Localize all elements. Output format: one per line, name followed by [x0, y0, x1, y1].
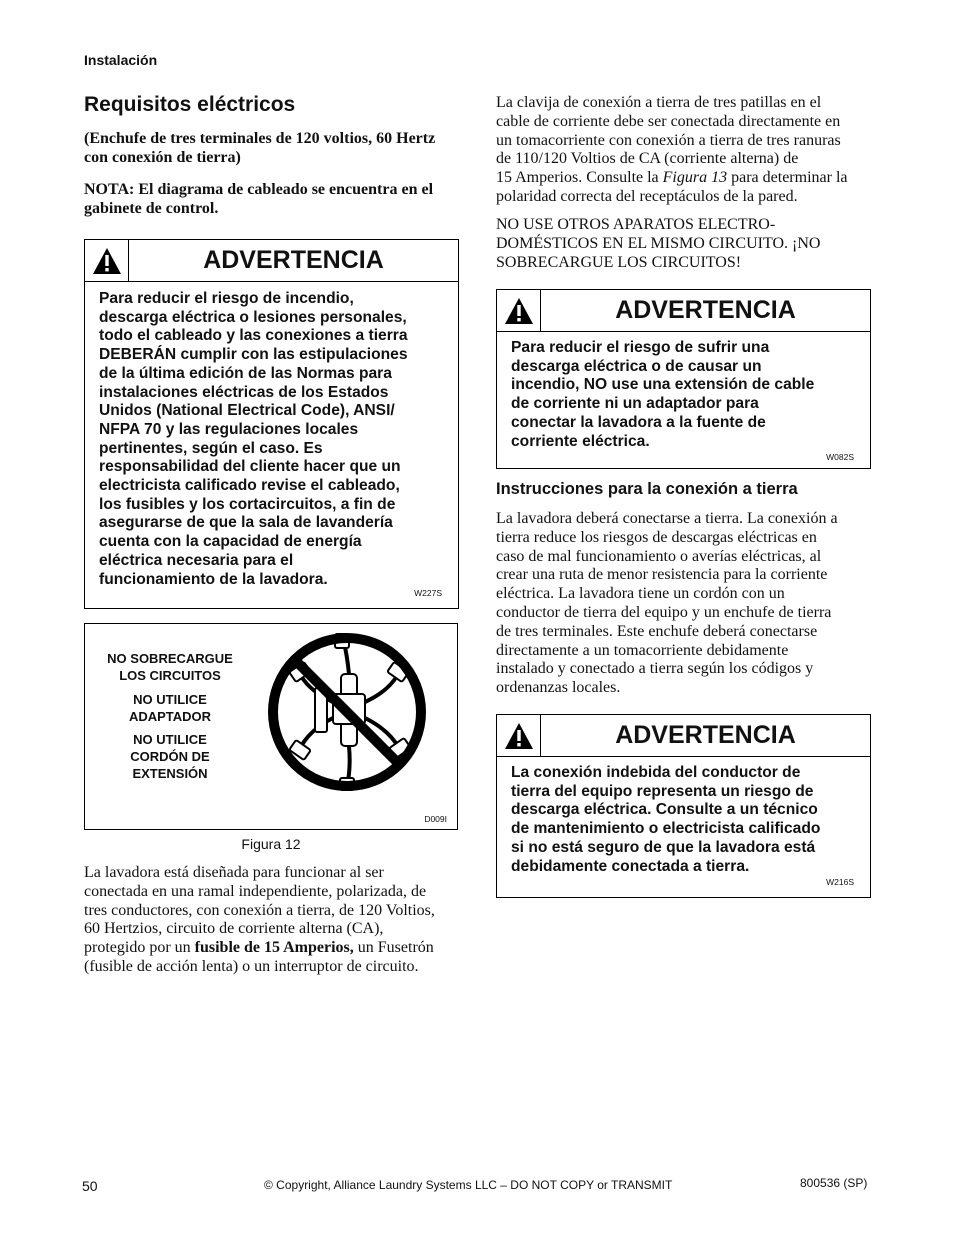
warning-box-improper-grounding	[496, 714, 871, 898]
figure-label-adapter: NO UTILICE ADAPTADOR	[128, 692, 212, 724]
document-number: 800536 (SP)	[800, 1176, 868, 1190]
subheading-grounding: Instrucciones para la conexión a tierra	[496, 480, 798, 498]
paragraph-no-overload: NO USE OTROS APARATOS ELECTRO- DOMÉSTICOS EN EL MISMO CIRCUITO. ¡NO SOBRECARGUE LOS CIRCUITOS!	[496, 216, 821, 271]
section-label: Instalación	[84, 52, 158, 68]
warning-triangle-icon	[497, 290, 541, 331]
warning-triangle-icon	[497, 715, 541, 756]
warning-triangle-icon	[85, 240, 129, 281]
copyright-notice: © Copyright, Alliance Laundry Systems LLC – DO NOT COPY or TRANSMIT	[264, 1178, 673, 1192]
warning-text: Para reducir el riesgo de incendio, descarga eléctrica o lesiones personales, todo el cableado y las conexiones a tierra DEBERÁN cumplir con las estipulaciones de la última edición de las Normas para instalaciones eléctricas de los Estados Unidos (National Electrical Code), ANSI/ NFPA 70 y las regulaciones locales pertinentes, según el caso. Es responsabilidad del cliente hacer que un electricista calificado revise el cableado, los fusibles y los cortacircuitos, a fin de asegurarse de que la sala de lavandería cuenta con la capacidad de energía eléctrica necesaria para el funcionamiento de la lavadora.	[99, 290, 408, 588]
figure-code: D009I	[424, 814, 447, 824]
warning-title: ADVERTENCIA	[203, 246, 384, 274]
warning-box-extension-cord	[496, 289, 871, 469]
page-number: 50	[82, 1178, 98, 1194]
warning-text: La conexión indebida del conductor de tierra del equipo representa un riesgo de descarga eléctrica. Consulte a un técnico de mantenimiento o electricista calificado si no está seguro de que la lavadora está debidamente conectada a tierra.	[511, 764, 821, 875]
page-heading: Requisitos eléctricos	[84, 93, 296, 116]
paragraph-grounding-plug: La clavija de conexión a tierra de tres patillas en el cable de corriente debe ser conectada directamente en un tomacorriente con conexión a tierra de tres ranuras de 110/120 Voltios de CA (corriente alterna) de 15 Amperios. Consulte la Figura 13 para determinar la polaridad correcta del receptáculos de la pared.	[496, 94, 848, 205]
prohibition-sign-icon	[263, 632, 433, 792]
figure-12	[84, 623, 458, 830]
warning-title: ADVERTENCIA	[615, 721, 796, 749]
warning-code: W216S	[826, 877, 854, 887]
warning-box-fire-risk	[84, 239, 459, 609]
paragraph-circuit: La lavadora está diseñada para funcionar al ser conectada en una ramal independiente, polarizada, de tres conductores, con conexión a tierra, de 120 Voltios, 60 Hertzios, circuito de corriente alterna (CA), protegido por un fusible de 15 Amperios, un Fusetrón (fusible de acción lenta) o un interruptor de circuito.	[84, 864, 435, 975]
paragraph-grounding: La lavadora deberá conectarse a tierra. La conexión a tierra reduce los riesgos de descargas eléctricas en caso de mal funcionamiento o averías eléctricas, al crear una ruta de menor resistencia para la corriente eléctrica. La lavadora tiene un cordón con un conductor de tierra del equipo y un enchufe de tierra de tres terminales. Este enchufe deberá conectarse directamente a un tomacorriente debidamente instalado y conectado a tierra según los códigos y ordenanzas locales.	[496, 510, 838, 697]
warning-code: W227S	[414, 588, 442, 598]
warning-title: ADVERTENCIA	[615, 296, 796, 324]
figure-caption: Figura 12	[241, 836, 301, 852]
warning-text: Para reducir el riesgo de sufrir una descarga eléctrica o de causar un incendio, NO use una extensión de cable de corriente ni un adaptador para conectar la lavadora a la fuente de corriente eléctrica.	[511, 339, 815, 450]
figure-13-link[interactable]: Figura 13	[662, 169, 728, 187]
warning-code: W082S	[826, 452, 854, 462]
figure-label-overload: NO SOBRECARGUE LOS CIRCUITOS	[107, 651, 233, 683]
note: NOTA: El diagrama de cableado se encuentra en el gabinete de control.	[84, 181, 434, 217]
figure-label-extension: NO UTILICE CORDÓN DE EXTENSIÓN	[130, 732, 210, 781]
subtitle: (Enchufe de tres terminales de 120 voltios, 60 Hertz con conexión de tierra)	[84, 130, 436, 166]
